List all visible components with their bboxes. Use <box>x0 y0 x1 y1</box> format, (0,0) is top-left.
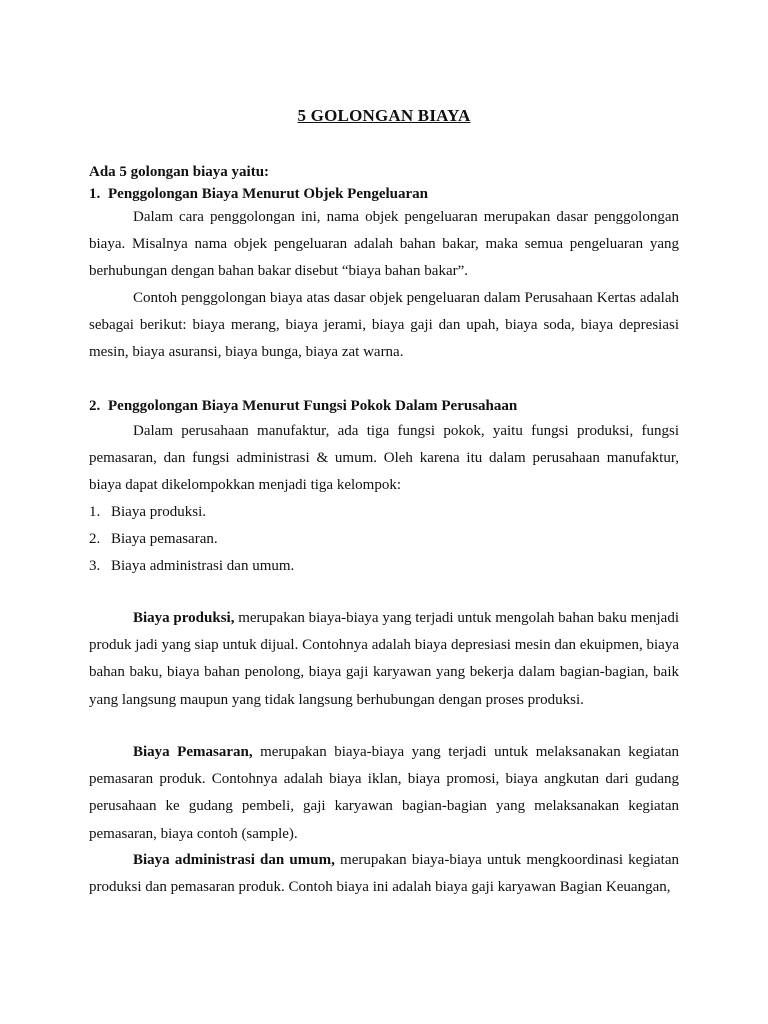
list-item <box>89 499 294 526</box>
section-2-paragraph-1: Dalam perusahaan manufaktur, ada tiga fungsi pokok, yaitu fungsi produksi, fungsi pemasaran, dan fungsi administrasi & umum. Oleh karena itu dalam perusahaan manufaktur, biaya dapat dikelompokkan menjadi tiga kelompok: <box>89 423 679 494</box>
section-2-heading <box>89 395 517 417</box>
biaya-produksi-paragraph <box>89 605 679 714</box>
intro-text: Ada 5 golongan biaya yaitu: <box>89 164 270 180</box>
section-1-paragraph-1: Dalam cara penggolongan ini, nama objek pengeluaran merupakan dasar penggolongan biaya. Misalnya nama objek pengeluaran adalah bahan bakar, maka semua pengeluaran yang berhubungan dengan bahan bakar disebut “biaya bahan bakar”. <box>89 209 679 280</box>
section-1-paragraph-2: Contoh penggolongan biaya atas dasar objek pengeluaran dalam Perusahaan Kertas adalah sebagai berikut: biaya merang, biaya jerami, biaya gaji dan upah, biaya soda, biaya depresiasi mesin, biaya asuransi, biaya bunga, biaya zat warna. <box>89 290 679 361</box>
list-item-number: 3. <box>89 558 101 574</box>
list-item <box>89 526 294 553</box>
section-2-number: 2. <box>89 398 101 414</box>
biaya-pemasaran-paragraph <box>89 739 679 848</box>
page-title: 5 GOLONGAN BIAYA <box>297 106 471 125</box>
list-item-text: Biaya administrasi dan umum. <box>111 558 295 574</box>
list-item-number: 2. <box>89 531 101 547</box>
list-item <box>89 553 294 580</box>
list-item-text: Biaya produksi. <box>111 504 206 520</box>
biaya-produksi-text: merupakan biaya-biaya yang terjadi untuk mengolah bahan baku menjadi produk jadi yang siap untuk dijual. Contohnya adalah biaya depresiasi mesin dan ekuipmen, biaya bahan baku, biaya bahan penolong, biaya gaji karyawan yang bekerja dalam bagian-bagian, baik yang langsung maupun yang tidak langsung berhubungan dengan proses produksi. <box>89 610 679 708</box>
section-1-heading <box>89 183 428 205</box>
biaya-administrasi-text: merupakan biaya-biaya untuk mengkoordinasi kegiatan produksi dan pemasaran produk. Contoh biaya ini adalah biaya gaji karyawan Bagian Keuangan, <box>89 852 679 896</box>
biaya-administrasi-term: Biaya administrasi dan umum, <box>133 852 335 868</box>
biaya-pemasaran-text: merupakan biaya-biaya yang terjadi untuk melaksanakan kegiatan pemasaran produk. Contohnya adalah biaya iklan, biaya promosi, biaya angkutan dari gudang perusahaan ke gudang pembeli, gaji karyawan bagian-bagian yang melaksanakan kegiatan pemasaran, biaya contoh (sample). <box>89 744 679 842</box>
biaya-pemasaran-term: Biaya Pemasaran, <box>133 744 253 760</box>
section-2-title: Penggolongan Biaya Menurut Fungsi Pokok Dalam Perusahaan <box>108 398 518 414</box>
document-page <box>89 0 679 1024</box>
list-item-text: Biaya pemasaran. <box>111 531 218 547</box>
cost-group-list <box>89 499 294 580</box>
biaya-administrasi-paragraph <box>89 847 679 901</box>
section-1-number: 1. <box>89 186 101 202</box>
list-item-number: 1. <box>89 504 101 520</box>
section-1-title: Penggolongan Biaya Menurut Objek Pengeluaran <box>108 186 429 202</box>
biaya-produksi-term: Biaya produksi, <box>133 610 235 626</box>
